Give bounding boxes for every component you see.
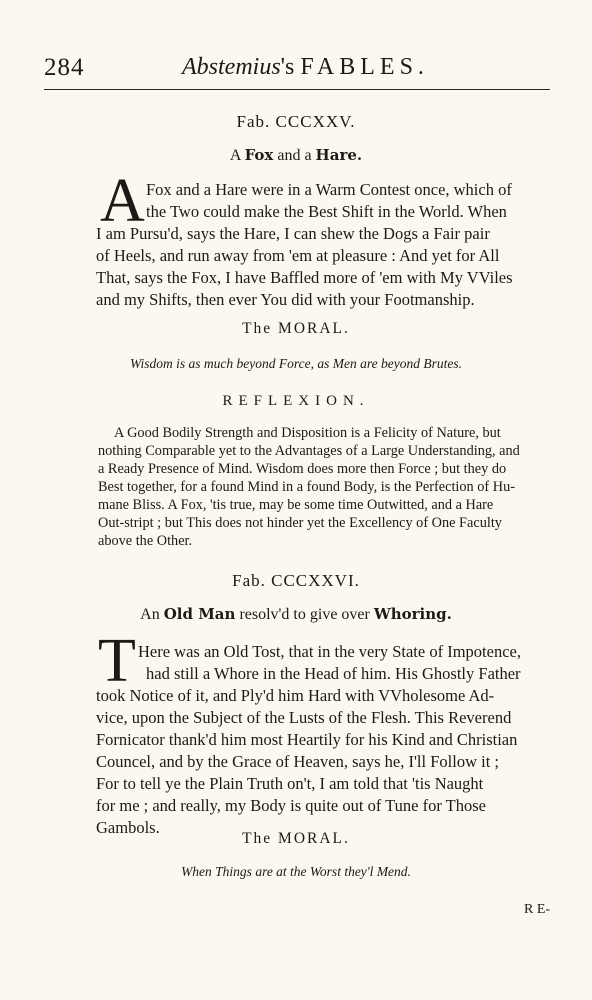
reflexion-heading: REFLEXION. xyxy=(222,393,370,409)
fable-subtitle xyxy=(0,146,592,165)
running-title-author: Abstemius xyxy=(182,54,281,80)
moral-heading: The MORAL. xyxy=(242,830,350,847)
moral-text: When Things are at the Worst they'l Mend. xyxy=(181,864,411,879)
fable-line: Gambols. xyxy=(96,818,160,837)
reflexion-line: a Ready Presence of Mind. Wisdom does more then Force ; but they do xyxy=(98,461,507,477)
running-title-suffix: 's xyxy=(280,54,295,80)
fable-line: Fox and a Hare were in a Warm Contest once, which of xyxy=(146,180,512,199)
fable-line: for me ; and really, my Body is quite out of Tune for Those xyxy=(96,796,486,815)
fable-line: Here was an Old Tost, that in the very State of Impotence, xyxy=(138,642,521,661)
moral-text: Wisdom is as much beyond Force, as Men are beyond Brutes. xyxy=(130,356,462,371)
drop-cap: T xyxy=(98,627,136,695)
fable-line: I am Pursu'd, says the Hare, I can shew the Dogs a Fair pair xyxy=(96,224,490,243)
reflexion-line: A Good Bodily Strength and Disposition is a Felicity of Nature, but xyxy=(114,425,501,441)
page-number: 284 xyxy=(44,54,85,81)
reflexion-line: above the Other. xyxy=(98,533,193,549)
drop-cap: A xyxy=(100,167,145,235)
fable-subtitle xyxy=(0,605,592,624)
fable-title: Fab. CCCXXVI. xyxy=(232,571,360,590)
subtitle-blackletter: Whoring. xyxy=(373,605,452,623)
moral-heading: The MORAL. xyxy=(242,320,350,337)
subtitle-blackletter: Hare. xyxy=(315,146,363,164)
subtitle-blackletter: Old Man xyxy=(163,605,236,623)
subtitle-word: and a xyxy=(277,147,312,164)
fable-line: had still a Whore in the Head of him. His Ghostly Father xyxy=(146,664,521,683)
fable-line: and my Shifts, then ever You did with your Footmanship. xyxy=(96,290,475,309)
fable-line: Councel, and by the Grace of Heaven, says he, I'll Follow it ; xyxy=(96,752,499,771)
fable-line: vice, upon the Subject of the Lusts of the Flesh. This Reverend xyxy=(96,708,512,727)
reflexion-line: mane Bliss. A Fox, 'tis true, may be some time Outwitted, and a Hare xyxy=(98,497,494,513)
reflexion-line: Out-stript ; but This does not hinder yet the Excellency of One Faculty xyxy=(98,515,502,531)
running-title xyxy=(182,54,429,81)
fable-line: of Heels, and run away from 'em at pleasure : And yet for All xyxy=(96,246,500,265)
running-header xyxy=(44,54,544,88)
subtitle-word: resolv'd to give over xyxy=(239,606,370,623)
fable-line: For to tell ye the Plain Truth on't, I am told that 'tis Naught xyxy=(96,774,484,793)
fable-title: Fab. CCCXXV. xyxy=(236,112,356,131)
fable-line: That, says the Fox, I have Baffled more of 'em with My VViles xyxy=(96,268,513,287)
header-rule xyxy=(44,89,550,90)
fable-line: took Notice of it, and Ply'd him Hard with VVholesome Ad- xyxy=(96,686,495,705)
running-title-section: FABLES. xyxy=(300,54,429,80)
fable-line: the Two could make the Best Shift in the World. When xyxy=(146,202,507,221)
fable-line: Fornicator thank'd him most Heartily for his Kind and Christian xyxy=(96,730,518,749)
catchword: R E- xyxy=(524,902,551,917)
subtitle-blackletter: Fox xyxy=(244,146,274,164)
subtitle-word: An xyxy=(140,606,160,623)
reflexion-line: Best together, for a found Mind in a found Body, is the Perfection of Hu- xyxy=(98,479,515,495)
reflexion-line: nothing Comparable yet to the Advantages of a Large Understanding, and xyxy=(98,443,520,459)
subtitle-word: A xyxy=(229,147,241,164)
